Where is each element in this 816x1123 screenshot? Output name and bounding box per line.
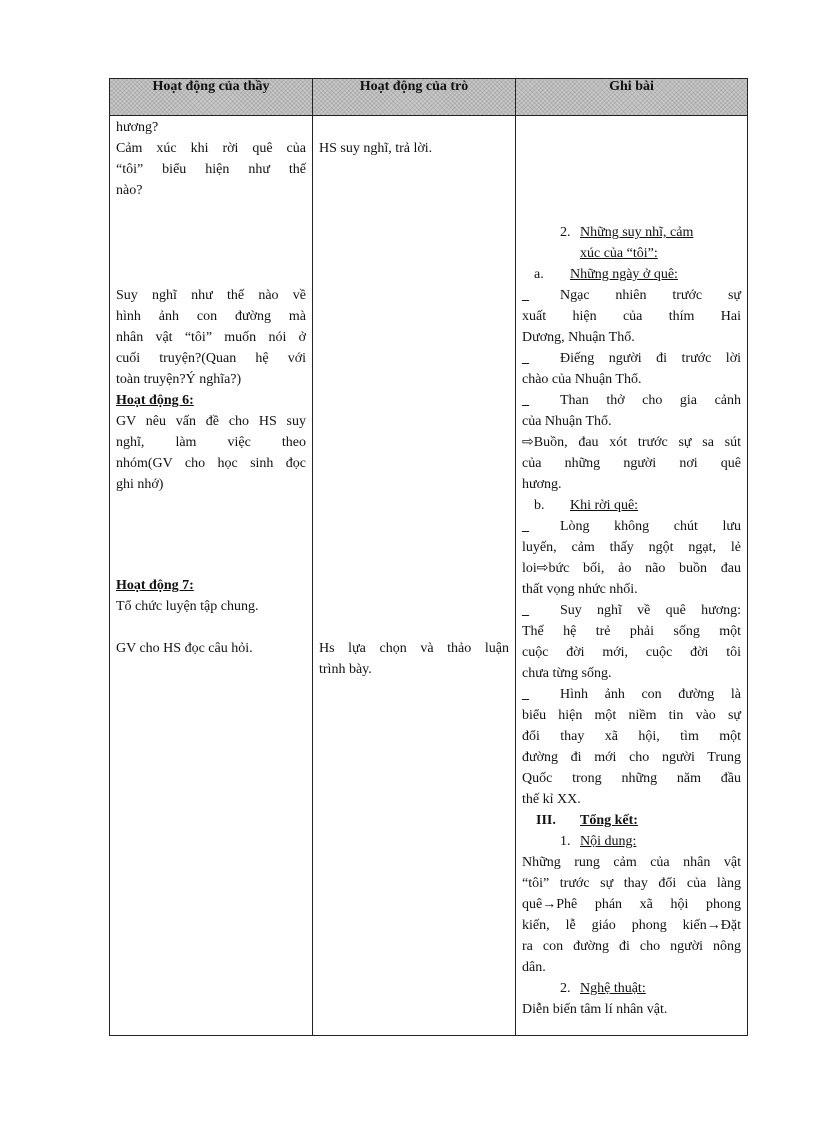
text-line: Hình ảnh con đường là: [560, 687, 741, 702]
section-b-heading: [522, 495, 741, 516]
list-letter: a.: [534, 267, 544, 282]
section-a-heading: [522, 264, 741, 285]
text-line: Dương, Nhuận Thổ.: [522, 330, 635, 345]
text-line: hương.: [522, 477, 562, 492]
text-line: Cảm xúc khi rời quê của: [116, 141, 306, 156]
list-letter: b.: [534, 498, 545, 513]
text-line: của Nhuận Thổ.: [522, 414, 612, 429]
text-line: thất vọng nhức nhối.: [522, 582, 638, 597]
text-line: Hs lựa chọn và thảo luận: [319, 641, 509, 656]
student-activity-cell: [313, 116, 516, 1036]
text-line: Những rung cảm của nhân vật: [522, 855, 741, 870]
question-road-image: [116, 285, 306, 390]
dash-bullet: _: [522, 603, 529, 618]
text-line: cuối truyện?(Quan hệ với: [116, 351, 306, 366]
section-3-heading: [522, 810, 741, 831]
text-line: hình ảnh con đường mà: [116, 309, 306, 324]
text-line: xuất hiện của thím Hai: [522, 309, 741, 324]
dash-bullet: _: [522, 519, 529, 534]
bullet-item: [522, 600, 741, 621]
text-line: Lòng không chút lưu: [560, 519, 741, 534]
text-line: ra con đường đi cho người nông: [522, 939, 741, 954]
text-line: ⇨Buồn, đau xót trước sự sa sút: [522, 435, 741, 450]
text-line: Diễn biến tâm lí nhân vật.: [522, 1002, 668, 1017]
text-line: luyến, cảm thấy ngột ngạt, lẻ: [522, 540, 741, 555]
text-line: kiến, lễ giáo phong kiến→Đặt: [522, 918, 741, 933]
text-line: trình bày.: [319, 662, 372, 677]
text-line: cuộc đời mới, cuộc đời tôi: [522, 645, 741, 660]
text-line: dân.: [522, 960, 546, 975]
notes-content: [522, 222, 741, 1020]
student-answer-2: [319, 638, 509, 680]
header-notes: Ghi bài: [516, 79, 748, 116]
bullet-item: [522, 390, 741, 411]
dash-bullet: _: [522, 288, 529, 303]
text-line: Ngạc nhiên trước sự: [560, 288, 741, 303]
text-line: loi⇨bức bối, ảo não buồn đau: [522, 561, 741, 576]
dash-bullet: _: [522, 687, 529, 702]
text-line: hương?: [116, 120, 159, 135]
text-line: đổi thay xã hội, tìm một: [522, 729, 741, 744]
text-line: [522, 243, 741, 264]
lesson-table: [109, 78, 748, 1036]
section-2-title: Những suy nhĩ, cảm: [580, 225, 694, 240]
section-b-title: Khi rời quê:: [570, 498, 639, 513]
table-body-row: [110, 116, 748, 1036]
roman-numeral: III.: [536, 813, 556, 828]
text-line: Than thở cho gia cảnh: [560, 393, 741, 408]
activity-7-title: Hoạt động 7:: [116, 578, 194, 593]
bullet-item: [522, 285, 741, 306]
section-3-1-title: Nội dung:: [580, 834, 637, 849]
text-line: chưa từng sống.: [522, 666, 612, 681]
text-line: toàn truyện?Ý nghĩa?): [116, 372, 242, 387]
header-teacher-activity: Hoạt động của thầy: [110, 79, 313, 116]
text-line: biểu hiện một niềm tin vào sự: [522, 708, 741, 723]
text-line: thế kỉ XX.: [522, 792, 581, 807]
list-number: 1.: [560, 834, 571, 849]
text-line: Thế hệ trẻ phải sống một: [522, 624, 741, 639]
bullet-item: [522, 348, 741, 369]
text-line: “tôi” biểu hiện như thế: [116, 162, 306, 177]
activity-7-question: [116, 638, 306, 659]
dash-bullet: _: [522, 351, 529, 366]
section-3-1-heading: [522, 831, 741, 852]
text-line: đường đi mới cho người Trung: [522, 750, 741, 765]
section-3-2-heading: [522, 978, 741, 999]
section-2-heading: [522, 222, 741, 243]
section-3-2-title: Nghệ thuật:: [580, 981, 646, 996]
text-line: Điếng người đi trước lời: [560, 351, 741, 366]
section-a-title: Những ngày ở quê:: [570, 267, 678, 282]
question-emotion: [116, 117, 306, 201]
text-line: nhân vật “tôi” muốn nói ở: [116, 330, 306, 345]
activity-6-title: Hoạt động 6:: [116, 393, 194, 408]
list-number: 2.: [560, 225, 571, 240]
text-line: nào?: [116, 183, 143, 198]
text-line: nhóm(GV cho học sinh đọc: [116, 456, 306, 471]
notes-cell: [516, 116, 748, 1036]
text-line: chào của Nhuận Thổ.: [522, 372, 642, 387]
section-2-title-cont: xúc của “tôi”:: [580, 246, 658, 261]
text-line: GV nêu vấn đề cho HS suy: [116, 414, 306, 429]
text-line: Quốc trong những năm đầu: [522, 771, 741, 786]
activity-6: [116, 390, 306, 495]
teacher-activity-cell: [110, 116, 313, 1036]
table-header-row: [110, 79, 748, 116]
section-3-title: Tổng kết:: [580, 813, 638, 828]
text-line: HS suy nghĩ, trả lời.: [319, 141, 433, 156]
text-line: GV cho HS đọc câu hỏi.: [116, 641, 253, 656]
text-line: Tổ chức luyện tập chung.: [116, 599, 259, 614]
student-answer-1: [319, 138, 509, 159]
text-line: của những người nơi quê: [522, 456, 741, 471]
text-line: Suy nghĩ như thế nào về: [116, 288, 306, 303]
text-line: nghĩ, làm việc theo: [116, 435, 306, 450]
dash-bullet: _: [522, 393, 529, 408]
text-line: “tôi” trước sự thay đổi của làng: [522, 876, 741, 891]
list-number: 2.: [560, 981, 571, 996]
text-line: Suy nghĩ về quê hương:: [560, 603, 741, 618]
bullet-item: [522, 684, 741, 705]
activity-7: [116, 575, 306, 617]
bullet-item: [522, 516, 741, 537]
text-line: quê→Phê phán xã hội phong: [522, 897, 741, 912]
header-student-activity: Hoạt động của trò: [313, 79, 516, 116]
text-line: ghi nhớ): [116, 477, 164, 492]
